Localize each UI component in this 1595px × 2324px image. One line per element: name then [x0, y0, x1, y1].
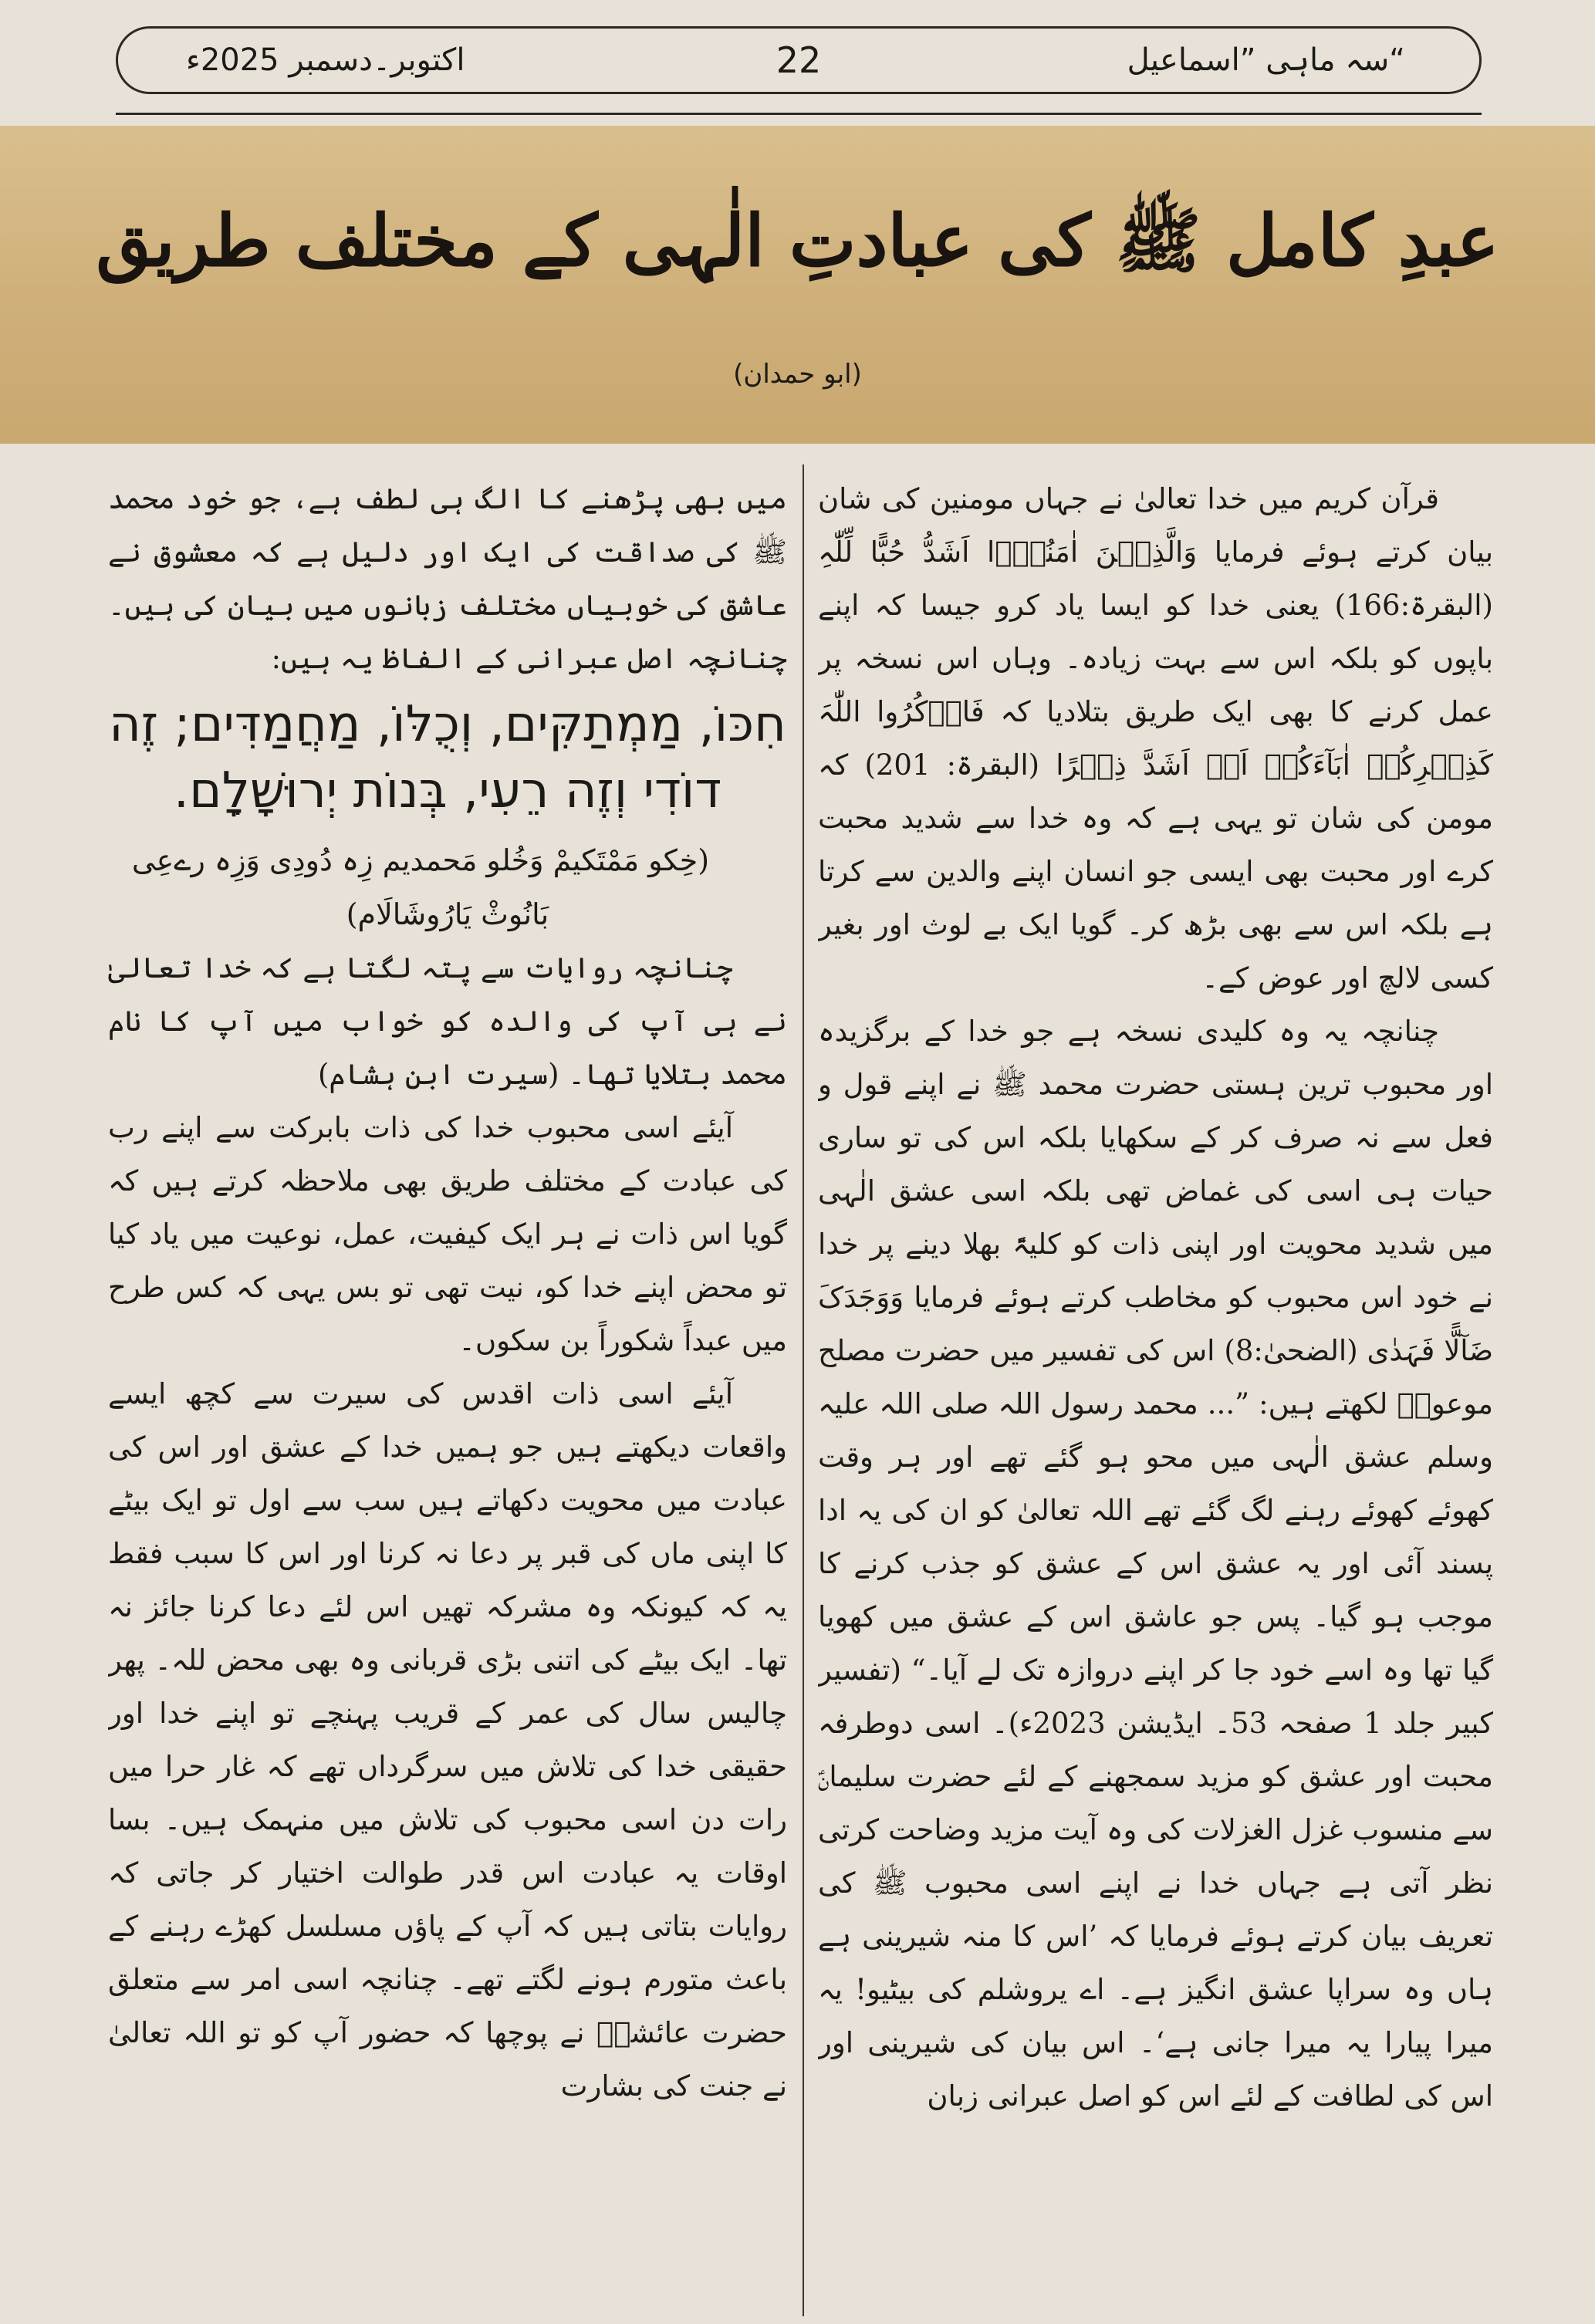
- hebrew-quote: חִכּוֹ, מַמְתַקִּים, וְכֻלּוֹ, מַחֲמַדִּים; זֶה דוֹדִי וְזֶה רֵעִי, בְּנוֹת יְרוּשָׁלָ‍ִם.: [109, 696, 786, 819]
- left-column: [108, 472, 787, 2309]
- title-banner: [0, 126, 1595, 444]
- paragraph: چنانچہ یہ وہ کلیدی نسخہ ہے جو خدا کے برگزیدہ اور محبوب ترین ہستی حضرت محمد ﷺ نے اپنے قول و فعل سے نہ صرف کر کے سکھایا بلکہ اس کی تو ساری حیات ہی اسی کی غماض تھی بلکہ اسی عشق الٰہی میں شدید محویت اور اپنی ذات کو کلیۃً بھلا دینے پر خدا نے خود اس محبوب کو مخاطب کرتے ہوئے فرمایا وَوَجَدَکَ ضَآلًّا فَہَدٰی (الضحیٰ:8) اس کی تفسیر میں حضرت مصلح موعودؓ لکھتے ہیں: ”... محمد رسول اللہ صلی اللہ علیہ وسلم عشق الٰہی میں محو ہو گئے تھے اور ہر وقت کھوئے کھوئے رہنے لگ گئے تھے اللہ تعالیٰ کو ان کی یہ ادا پسند آئی اور یہ عشق اس کے عشق کو جذب کرنے کا موجب ہو گیا۔ پس جو عاشق اس کے عشق میں کھویا گیا تھا وہ اسے خود جا کر اپنے دروازہ تک لے آیا۔“ (تفسیر کبیر جلد 1 صفحہ 53۔ ایڈیشن 2023ء)۔ اسی دوطرفہ محبت اور عشق کو مزید سمجھنے کے لئے حضرت سلیمانؑ سے منسوب غزل الغزلات کی وہ آیت مزید وضاحت کرتی نظر آتی ہے جہاں خدا نے اپنے اسی محبوب ﷺ کی تعریف بیان کرتے ہوئے فرمایا کہ ’اس کا منہ شیرینی ہے ہاں وہ سراپا عشق انگیز ہے۔ اے یروشلم کی بیٹیو! یہ میرا پیارا یہ میرا جانی ہے‘۔ اس بیان کی شیرینی اور اس کی لطافت کے لئے اس کو اصل عبرانی زبان: [818, 1015, 1493, 2113]
- issue-date: اکتوبر۔دسمبر 2025ء: [186, 42, 465, 78]
- paragraph: آیئے اسی محبوب خدا کی ذات بابرکت سے اپنے رب کی عبادت کے مختلف طریق بھی ملاحظہ کرتے ہیں کہ گویا اس ذات نے ہر ایک کیفیت، عمل، نوعیت میں یاد کیا تو محض اپنے خدا کو، نیت تھی تو بس یہی کہ کس طرح میں عبداً شکوراً بن سکوں۔: [108, 1111, 787, 1357]
- column-divider: [803, 464, 804, 2316]
- page-number: 22: [776, 39, 822, 81]
- transliteration: (خِکو مَمْتَکیمْ وَخُلو مَحمدیم زِہ دُودِی وَزِہ رے‌عِی بَانُوثْ یَارُوشَالَام): [131, 843, 710, 931]
- magazine-name: سہ ماہی ”اسماعیل“: [1127, 42, 1405, 78]
- paragraph: آیئے اسی ذات اقدس کی سیرت سے کچھ ایسے واقعات دیکھتے ہیں جو ہمیں خدا کے عشق اور اس کی عبادت میں محویت دکھاتے ہیں سب سے اول تو ایک بیٹے کا اپنی ماں کی قبر پر دعا نہ کرنا اور اس کا سبب فقط یہ کہ کیونکہ وہ مشرکہ تھیں اس لئے دعا کرنا جائز نہ تھا۔ ایک بیٹے کی اتنی بڑی قربانی وہ بھی محض للہ۔ پھر چالیس سال کی عمر کے قریب پہنچے تو اپنے خدا اور حقیقی خدا کی تلاش میں سرگرداں تھے کہ غار حرا میں رات دن اسی محبوب کی تلاش میں منہمک ہیں۔ بسا اوقات یہ عبادت اس قدر طوالت اختیار کر جاتی کہ روایات بتاتی ہیں کہ آپ کے پاؤں مسلسل کھڑے رہنے کے باعث متورم ہونے لگتے تھے۔ چنانچہ اسی امر سے متعلق حضرت عائشہؓ نے پوچھا کہ حضور آپ کو تو اللہ تعالیٰ نے جنت کی بشارت: [108, 1377, 787, 2103]
- paragraph: قرآن کریم میں خدا تعالیٰ نے جہاں مومنین کی شان بیان کرتے ہوئے فرمایا وَالَّذِیۡنَ اٰمَنُوۡۤا اَشَدُّ حُبًّا لِّلّٰہِ (البقرۃ:166) یعنی خدا کو ایسا یاد کرو جیسا کہ اپنے باپوں کو بلکہ اس سے بہت زیادہ۔ وہاں اس نسخہ پر عمل کرنے کا بھی ایک طریق بتلادیا کہ فَاذۡکُرُوا اللّٰہَ کَذِکۡرِکُمۡ اٰبَآءَکُمۡ اَوۡ اَشَدَّ ذِکۡرًا (البقرۃ: 201) کہ مومن کی شان تو یہی ہے کہ وہ خدا سے شدید محبت کرے اور محبت بھی ایسی جو انسان اپنے والدین سے کرتا ہے بلکہ اس سے بھی بڑھ کر۔ گویا ایک بے لوث اور بغیر کسی لالچ اور عوض کے۔: [818, 482, 1493, 995]
- article-title: عبدِ کامل ﷺ کی عبادتِ الٰہی کے مختلف طریق: [96, 199, 1499, 282]
- paragraph: چنانچہ روایات سے پتہ لگتا ہے کہ خدا تعالیٰ نے ہی آپ کی والدہ کو خواب میں آپ کا نام محمد بتلایا تھا۔ (سیرت ابن ہشام): [108, 951, 787, 1091]
- article-author: (ابو حمدان): [733, 359, 862, 390]
- paragraph: میں بھی پڑھنے کا الگ ہی لطف ہے، جو خود محمد ﷺ کی صداقت کی ایک اور دلیل ہے کہ معشوق نے عاشق کی خوبیاں مختلف زبانوں میں بیان کی ہیں۔ چنانچہ اصل عبرانی کے الفاظ یہ ہیں:: [108, 482, 787, 675]
- header-rule: [116, 113, 1482, 115]
- page-header: [116, 26, 1482, 94]
- right-column: [818, 472, 1493, 2309]
